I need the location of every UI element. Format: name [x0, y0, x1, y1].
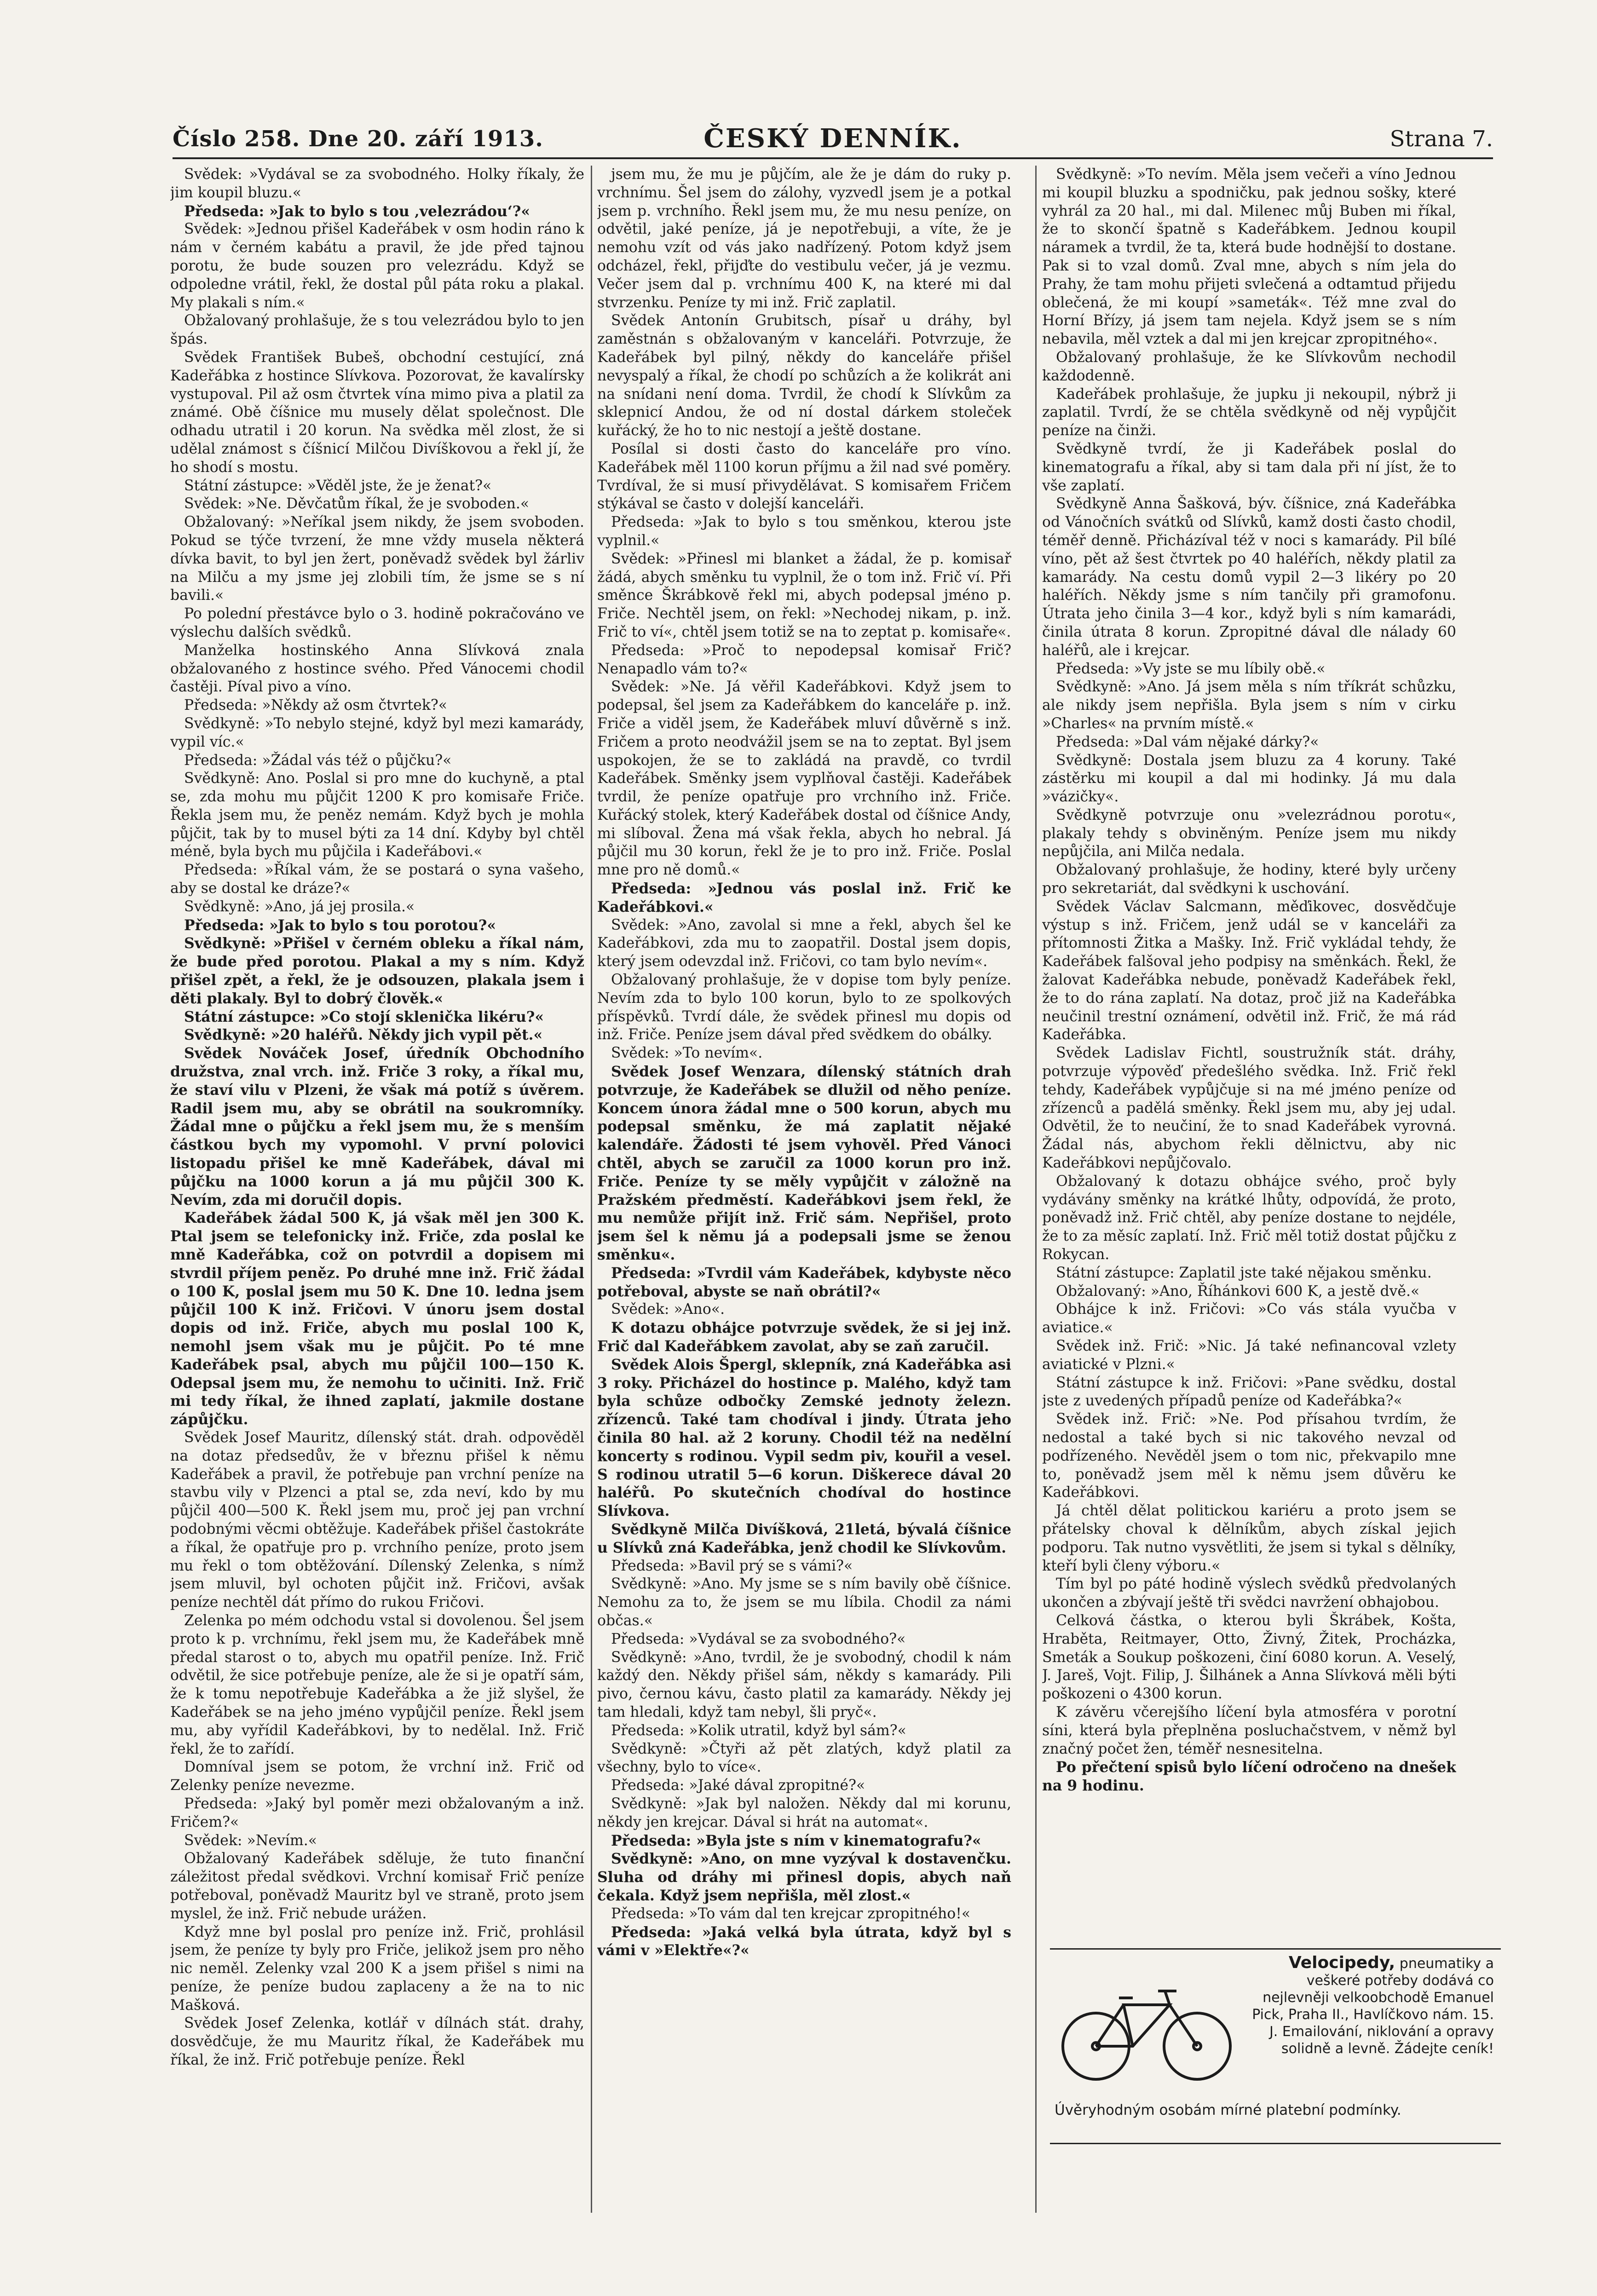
- page-header: [173, 121, 1493, 159]
- paragraph: Předseda: »Kolik utratil, když byl sám?«: [611, 1722, 906, 1739]
- article-column-1: [170, 166, 584, 2250]
- paragraph: Domníval jsem se potom, že vrchní inž. Frič od Zelenky peníze nevezme.: [170, 1759, 584, 1794]
- paragraph: Svědek Ladislav Fichtl, soustružník stát. dráhy, potvrzuje výpověď předešlého svědka. Inž. Frič řekl tehdy, Kadeřábek vypůjčuje si na mé jméno peníze od zřízenců a padělá směnky. Řekl jsem mu, aby jej udal. Odvětil, že to neučiní, že to snad Kadeřábek vyrovná. Žádal nás, abychom řekli dělnictvu, aby nic Kadeřábkovi nepůjčovalo.: [1042, 1045, 1456, 1172]
- paragraph: Svědkyně Milča Divíšková, 21letá, bývalá číšnice u Slívků zná Kadeřábka, jenž chodil ke Slívkovům.: [597, 1520, 1011, 1556]
- paragraph: Svědkyně: »To nebylo stejné, když byl mezi kamarády, vypil víc.«: [170, 715, 584, 750]
- paragraph: Když mne byl poslal pro peníze inž. Frič, prohlásil jsem, že peníze ty byly pro Friče, jelikož jsem pro něho nic neměl. Zelenky vzal 200 K a jsem přišel s nimi na peníze, že peníze budou zaplaceny a že na to nic Mašková.: [170, 1923, 584, 2014]
- ad-text: [1243, 1954, 1494, 2057]
- paragraph: Svědek Václav Salcmann, měďikovec, dosvědčuje výstup s inž. Fričem, jenž udál se v kanceláři za přítomnosti Žitka a Mašky. Inž. Frič vykládal tehdy, že Kadeřábek falšoval jeho podpisy na směnkách. Řekl, že žalovat Kadeřábka nebude, poněvadž Kadeřábek řekl, že to do rána zaplatí. Na dotaz, proč již na Kadeřábka neučinil trestní oznámení, odvětil inž. Frič, že má rád Kadeřábka.: [1042, 898, 1456, 1043]
- paragraph: Obžalovaný: »Ano, Říhánkovi 600 K, a jestě dvě.«: [1056, 1283, 1420, 1300]
- paragraph: Svědek Antonín Grubitsch, písař u dráhy, byl zaměstnán s obžalovaným v kanceláři. Potvrzuje, že Kadeřábek byl pilný, někdy do kanceláře přišel nevyspalý a říkal, že chodí po schůzích a že kolikrát ani na snídani není doma. Tvrdil, že chodí k Slívkům za sklepnicí Andou, že od ní dostal dárkem stoleček kuřácký, že ho to nic nestojí a ještě dostane.: [597, 312, 1011, 439]
- paragraph: Svědkyně: Ano. Poslal si pro mne do kuchyně, a ptal se, zda mohu mu půjčit 1200 K pro komisaře Friče. Řekla jsem mu, že peněz nemám. Když bych je mohla půjčit, tak by to musel býti za 14 dní. Kdyby byl chtěl méně, byla bych mu půjčila i Kadeřábovi.«: [170, 770, 584, 860]
- paragraph: Svědkyně Anna Šašková, býv. číšnice, zná Kadeřábka od Vánočních svátků od Slívků, kamž dosti často chodil, téměř denně. Přicházíval též v noci s kamarády. Pil bílé víno, pět až šest čtvrtek po 40 haléřích, někdy platil za kamarády. Na cestu domů vypil 2—3 likéry po 20 haléřích. Někdy jsme s ním tančily při gramofonu. Útrata jeho činila 3—4 kor., když byli s ním kamarádi, činila útrata 8 korun. Zpropitné dával dle nálady 60 haléřů, ale i krejcar.: [1042, 495, 1456, 659]
- paragraph: Státní zástupce: »Věděl jste, že je ženat?«: [184, 477, 492, 494]
- paragraph: Předseda: »Dal vám nějaké dárky?«: [1056, 733, 1319, 750]
- paragraph: Svědkyně: »To nevím. Měla jsem večeři a víno Jednou mi koupil bluzku a spodničku, pak jednou sošky, které vyhrál za 20 hal., mi dal. Milenec můj Buben mi říkal, že to skončí špatně s Kadeřábkem. Jednou koupil náramek a tvrdil, že ta, která bude hodnější to dostane. Pak si to vzal domů. Zval mne, abych s ním jela do Prahy, že tam mohu přijeti svlečená a odtamtud přijedu oblečená, že mi koupí »sameták«. Též mne zval do Horní Břízy, já jsem tam nejela. Když jsem se s ním nebavila, měl vztek a dal mi jen krejcar zpropitného«.: [1042, 166, 1456, 348]
- paragraph: Svědkyně: »20 haléřů. Někdy jich vypil pět.«: [184, 1026, 543, 1044]
- paragraph: Předseda: »Vy jste se mu líbily obě.«: [1056, 660, 1326, 677]
- paragraph: Svědek: »Ne. Já věřil Kadeřábkovi. Když jsem to podepsal, šel jsem za Kadeřábkem do kanceláře p. inž. Friče a viděl jsem, že Kadeřábek mluví důvěrně s inž. Fričem a proto neodvážil jsem se na to zeptat. Byl jsem uspokojen, že se to zakládá na pravdě, co tvrdil Kadeřábek. Směnky jsem vyplňoval častěji. Kadeřábek tvrdil, že peníze opatřuje pro vrchního inž. Friče. Kuřácký stolek, který Kadeřábek dostal od číšnice Andy, mi slíboval. Žena má však řekla, abych ho nebral. Já půjčil mu 30 korun, řekl že je to pro inž. Friče. Poslal mne pro ně domů.«: [597, 679, 1011, 879]
- paragraph: Předseda: »Proč to nepodepsal komisař Frič? Nenapadlo vám to?«: [597, 642, 1011, 677]
- paragraph: Předseda: »Tvrdil vám Kadeřábek, kdybyste něco potřeboval, abyste se naň obrátil?«: [597, 1264, 1011, 1300]
- article-column-2: [597, 166, 1011, 2250]
- paragraph: Obžalovaný prohlašuje, že v dopise tom byly peníze. Nevím zda to bylo 100 korun, bylo to ze spolkových příspěvků. Tvrdí dále, že svědek přinesl mu dopis od inž. Friče. Peníze jsem dával před svědkem do obálky.: [597, 972, 1011, 1043]
- paragraph: Posílal si dosti často do kanceláře pro víno. Kadeřábek měl 1100 korun příjmu a žil nad své poměry. Tvrdíval, že si musí přivydělávat. S komisařem Fričem stýkával se často v dolejší kanceláři.: [597, 440, 1011, 512]
- paragraph: Svědek: »Vydával se za svobodného. Holky říkaly, že jim koupil bluzu.«: [170, 166, 584, 201]
- paragraph: Manželka hostinského Anna Slívková znala obžalovaného z hostince svého. Před Vánocemi chodil častěji. Píval pivo a víno.: [170, 642, 584, 696]
- paragraph: Svědek Alois Špergl, sklepník, zná Kadeřábka asi 3 roky. Přicházel do hostince p. Malého, když tam byla schůze odbočky Zemské jednoty železn. zřízenců. Také tam chodíval i jindy. Útrata jeho činila 80 hal. až 2 koruny. Chodil též na nedělní koncerty s rodinou. Vypil sedm piv, kouřil a vesel. S rodinou utratil 5—6 korun. Diškerece dával 20 haléřů. Po skutečních chodíval do hostince Slívkova.: [597, 1356, 1011, 1520]
- newspaper-title: ČESKÝ DENNÍK.: [703, 123, 962, 154]
- paragraph: Po přečtení spisů bylo líčení odročeno na dnešek na 9 hodinu.: [1042, 1759, 1456, 1795]
- paragraph: Svědkyně: »Ano, já jej prosila.«: [184, 898, 415, 915]
- paragraph: Svědek: »To nevím«.: [611, 1045, 763, 1062]
- paragraph: Předseda: »Bavil prý se s vámi?«: [611, 1557, 853, 1574]
- bicycle-icon: [1055, 1977, 1239, 2083]
- paragraph: Svědek Josef Wenzara, dílenský státních drah potvrzuje, že Kadeřábek se dlužil od něho peníze. Koncem února žádal mne o 500 korun, abych mu podepsal směnku, že má zaplatit nějaké kalendáře. Žádosti té jsem vyhověl. Před Vánoci chtěl, abych se zaručil za 1000 korun pro inž. Friče. Peníze ty se měly vypůjčit v záložně na Pražském předměstí. Kadeřábkovi jsem řekl, že mu nemůže přijít inž. Frič sám. Nepřišel, proto jsem šel k němu já a podepsali jsme se ženou směnku«.: [597, 1063, 1011, 1264]
- paragraph: Státní zástupce: »Co stojí sklenička likéru?«: [184, 1008, 544, 1025]
- paragraph: Svědkyně: »Ano, tvrdil, že je svobodný, chodil k nám každý den. Někdy přišel sám, někdy s kamarády. Pili pivo, černou kávu, často platil za kamarády. Někdy jej tam hledali, když tam nebyl, šli pryč«.: [597, 1649, 1011, 1721]
- paragraph: Svědkyně: »Ano. Já jsem měla s ním tříkrát schůzku, ale nikdy jsem nepřišla. Byla jsem s ním v cirku »Charles« na prvním místě.«: [1042, 679, 1456, 732]
- paragraph: Svědek inž. Frič: »Nic. Já také nefinancoval vzlety aviatické v Plzni.«: [1042, 1338, 1456, 1373]
- paragraph: Svědkyně: Dostala jsem bluzu za 4 koruny. Také zástěrku mi koupil a dal mi hodinky. Já mu dala »vázičky«.: [1042, 752, 1456, 806]
- paragraph: Předseda: »Žádal vás též o půjčku?«: [184, 752, 452, 769]
- paragraph: Svědkyně: »Ano, on mne vyzýval k dostavenčku. Sluha od dráhy mi přinesl dopis, abych naň čekala. Když jsem nepřišla, měl zlost.«: [597, 1850, 1011, 1904]
- paragraph: Předseda: »Jak to bylo s tou směnkou, kterou jste vyplnil.«: [597, 514, 1011, 549]
- paragraph: Svědek: »Jednou přišel Kadeřábek v osm hodin ráno k nám v černém kabátu a pravil, že jde před tajnou porotu, že bude souzen pro velezrádu. Když se odpoledne vrátil, řekl, že dostal půl páta roku a plakal. My plakali s ním.«: [170, 221, 584, 311]
- paragraph: Kadeřábek prohlašuje, že jupku ji nekoupil, nýbrž ji zaplatil. Tvrdí, že se chtěla svědkyně od něj vypůjčit peníze na činži.: [1042, 386, 1456, 439]
- paragraph: Svědek inž. Frič: »Ne. Pod přísahou tvrdím, že nedostal a také bych si nic takového nevzal od podřízeného. Nevěděl jsem o tom nic, překvapilo mne to, poněvadž jsem měl k němu jsem důvěru ke Kadeřábkovi.: [1042, 1411, 1456, 1501]
- paragraph: Svědkyně: »Jak byl naložen. Někdy dal mi korunu, někdy jen krejcar. Dával si hrát na automat«.: [597, 1795, 1011, 1830]
- paragraph: Předseda: »Jak to bylo s tou ‚velezrádou‘?«: [184, 202, 530, 220]
- page-number: Strana 7.: [1389, 126, 1493, 152]
- paragraph: Svědkyně: »Čtyři až pět zlatých, když platil za všechny, bylo to více«.: [597, 1740, 1011, 1776]
- paragraph: Předseda: »Jaký byl poměr mezi obžalovaným a inž. Fričem?«: [170, 1795, 584, 1830]
- issue-info: Číslo 258. Dne 20. září 1913.: [173, 126, 543, 152]
- paragraph: Předseda: »Říkal vám, že se postará o syna vašeho, aby se dostal ke dráze?«: [170, 862, 584, 897]
- paragraph: Státní zástupce: Zaplatil jste také nějakou směnku.: [1056, 1264, 1432, 1281]
- paragraph: K dotazu obhájce potvrzuje svědek, že si jej inž. Frič dal Kadeřábkem zavolat, aby se zaň zaručil.: [597, 1319, 1011, 1355]
- paragraph: Po polední přestávce bylo o 3. hodině pokračováno ve výslechu dalších svědků.: [170, 605, 584, 640]
- paragraph: Obžalovaný k dotazu obhájce svého, proč byly vydávány směnky na krátké lhůty, odpovídá, že proto, poněvadž inž. Frič chtěl, aby peníze dostane to nejdéle, že to za měsíc zaplatí. Inž. Frič měl totiž dostat půjčku z Rokycan.: [1042, 1173, 1456, 1263]
- paragraph: Obžalovaný prohlašuje, že hodiny, které byly určeny pro sekretariát, dal svědkyni k uschování.: [1042, 862, 1456, 897]
- paragraph: Zelenka po mém odchodu vstal si dovolenou. Šel jsem proto k p. vrchnímu, řekl jsem mu, že Kadeřábek mně předal starost o to, abych mu opatřil peníze. Inž. Frič odvětil, že sice potřebuje peníze, ale že si je opatří sám, že k tomu nepotřebuje Kadeřábka a že již slyšel, že Kadeřábek se na jeho jméno vypůjčil peníze. Řekl jsem mu, aby vyřídil Kadeřábkovi, by to nedělal. Inž. Frič řekl, že to zařídí.: [170, 1612, 584, 1757]
- paragraph: Obžalovaný: »Neříkal jsem nikdy, že jsem svoboden. Pokud se týče tvrzení, že mne vždy musela některá dívka bavit, to byl jen žert, poněvadž svědek byl žárliv na Milču a my jsme jej zlobili tím, že jsme se s ní bavili.«: [170, 514, 584, 604]
- paragraph: Obžalovaný prohlašuje, že s tou velezrádou bylo to jen špás.: [170, 312, 584, 348]
- column-divider: [591, 166, 592, 2213]
- bicycle-advertisement: [1050, 1948, 1501, 2144]
- paragraph: Tím byl po páté hodině výslech svědků předvolaných ukončen a zbývají ještě tři svědci navržení obhajobou.: [1042, 1576, 1456, 1611]
- paragraph: Předseda: »Jaká velká byla útrata, když byl s vámi v »Elektře«?«: [597, 1923, 1011, 1959]
- paragraph: Předseda: »Vydával se za svobodného?«: [611, 1630, 906, 1647]
- paragraph: Já chtěl dělat politickou kariéru a proto jsem se přátelsky choval k dělníkům, abych získal jejich podporu. Tak nutno vysvětliti, že jsem si tykal s dělníky, kteří byli členy výboru.«: [1042, 1502, 1456, 1574]
- paragraph: Předseda: »Jak to bylo s tou porotou?«: [184, 916, 496, 934]
- paragraph: Svědek Josef Mauritz, dílenský stát. drah. odpověděl na dotaz předsedův, že v březnu přišel k němu Kadeřábek a pravil, že potřebuje pan vrchní peníze na stavbu vily v Plzenci a ptal se, zda neví, kdo by mu půjčil 400—500 K. Řekl jsem mu, proč jej pan vrchní podobnými věcmi obtěžuje. Kadeřábek přišel častokráte a říkal, že opatřuje pro p. vrchního peníze, proto jsem mu řekl o tom obtěžování. Dílenský Zelenka, s nímž jsem mluvil, byl ochoten půjčit inž. Fričovi, avšak peníze nechtěl dát přímo do rukou Fričovi.: [170, 1429, 584, 1611]
- paragraph: Svědek: »Ano, zavolal si mne a řekl, abych šel ke Kadeřábkovi, zda mu to zaopatřil. Dostal jsem dopis, který jsem odevzdal inž. Fričovi, co tam bylo nevím«.: [597, 916, 1011, 970]
- paragraph: Svědkyně: »Přišel v černém obleku a říkal nám, že bude před porotou. Plakal a my s ním. Když přišel zpět, a řekl, že je odsouzen, plakala jsem i děti plakaly. Byl to dobrý člověk.«: [170, 935, 584, 1007]
- ad-body: pneumatiky a veškeré potřeby dodává co nejlevněji velkoobchodě Emanuel Pick, Praha II., Havlíčkovo nám. 15. J. Emailování, niklování a opravy solidně a levně. Žádejte ceník!: [1252, 1956, 1494, 2057]
- paragraph: Předseda: »Jednou vás poslal inž. Frič ke Kadeřábkovi.«: [597, 880, 1011, 915]
- paragraph: Svědek: »Přinesl mi blanket a žádal, že p. komisař žádá, abych směnku tu vyplnil, že o tom inž. Frič ví. Při směnce Škrábkově řekl mi, abych podepsal jméno p. Friče. Nechtěl jsem, on řekl: »Nechodej nikam, p. inž. Frič to ví«, chtěl jsem totiž se na to zeptat p. komisaře«.: [597, 550, 1011, 640]
- paragraph: Předseda: »To vám dal ten krejcar zpropitného!«: [611, 1905, 971, 1922]
- paragraph: Celková částka, o kterou byli Škrábek, Košta, Hrabětа, Reitmayer, Otto, Živný, Žitek, Procházka, Smeták a Soukup poškozeni, činí 6080 korun. A. Veselý, J. Jareš, Vojt. Filip, J. Šilhánek a Anna Slívková měli býti poškozeni o 4300 korun.: [1042, 1612, 1456, 1703]
- paragraph: Svědek: »Ne. Děvčatům říkal, že je svoboden.«: [184, 495, 530, 512]
- paragraph: Svědkyně tvrdí, že ji Kadeřábek poslal do kinematografu a říkal, aby si tam dala při ní jíst, že to vše zaplatí.: [1042, 440, 1456, 494]
- ad-footer: Úvěryhodným osobám mírné platební podmínky.: [1055, 2102, 1401, 2118]
- paragraph: Obžalovaný Kadeřábek sděluje, že tuto finanční záležitost předal svědkovi. Vrchní komisař Frič peníze potřeboval, poněvadž Mauritz byl ve straně, proto jsem myslel, že inž. Frič nebude urážen.: [170, 1850, 584, 1922]
- paragraph: Předseda: »Někdy až osm čtvrtek?«: [184, 697, 448, 714]
- paragraph: Svědek František Bubeš, obchodní cestující, zná Kadeřábka z hostince Slívkova. Pozorovat, že kavalírsky vystupoval. Pil až osm čtvrtek vína mimo piva a platil za známé. Obě číšnice mu musely dělat společnost. Dle odhadu utratil i 20 korun. Na svědka měl zlost, že si udělal známost s číšnicí Milčou Divíškovou a řekl jí, že ho shodí s mostu.: [170, 349, 584, 476]
- paragraph: Obžalovaný prohlašuje, že ke Slívkovům nechodil každodenně.: [1042, 349, 1456, 384]
- column-divider: [1035, 166, 1037, 2213]
- paragraph: Svědek Nováček Josef, úředník Obchodního družstva, znal vrch. inž. Friče 3 roky, a říkal mu, že staví vilu v Plzeni, že však má potíž s úvěrem. Radil jsem mu, aby se obrátil na soukromníky. Žádal mne o půjčku a řekl jsem mu, že s menším částkou bych my vypomohl. V první polovici listopadu přišel ke mně Kadeřábek, dával mi půjčku na 1000 korun a já mu půjčil 300 K. Nevím, zda mi doručil dopis.: [170, 1045, 584, 1208]
- paragraph: Svědkyně: »Ano. My jsme se s ním bavily obě číšnice. Nemohu za to, že jsem se mu líbila. Chodil za námi občas.«: [597, 1576, 1011, 1629]
- paragraph: Předseda: »Byla jste s ním v kinematografu?«: [611, 1832, 981, 1849]
- paragraph: Svědkyně potvrzuje onu »velezrádnou porotu«, plakaly tehdy s obviněným. Peníze jsem mu nikdy nepůjčila, ani Milča nedala.: [1042, 806, 1456, 860]
- paragraph: K závěru včerejšího líčení byla atmosféra v porotní síni, která byla přeplněna posluchačstvem, v němž byl značný počet žen, téměř nesnesitelna.: [1042, 1703, 1456, 1757]
- ad-title: Velocipedy,: [1288, 1953, 1395, 1972]
- paragraph: Svědek: »Ano«.: [611, 1301, 725, 1318]
- paragraph: Svědek Josef Zelenka, kotlář v dílnách stát. drahy, dosvědčuje, že mu Mauritz říkal, že Kadeřábek mu říkal, že inž. Frič potřebuje peníze. Řekl: [170, 2015, 584, 2069]
- paragraph: jsem mu, že mu je půjčím, ale že je dám do ruky p. vrchnímu. Šel jsem do zálohy, vyzvedl jsem je a potkal jsem p. vrchního. Řekl jsem mu, že mu nesu peníze, on odvětil, jaké peníze, já je nepotřebuji, a víte, že je nemohu vzít od vás jako nadřízený. Potom když jsem odcházel, řekl, přijďte do vestibulu večer, já je vezmu. Večer jsem dal p. vrchnímu 400 K, na které mi dal stvrzenku. Peníze ty mi inž. Frič zaplatil.: [597, 166, 1011, 311]
- paragraph: Kadeřábek žádal 500 K, já však měl jen 300 K. Ptal jsem se telefonicky inž. Friče, zda poslal ke mně Kadeřábka, což on potvrdil a dopisem mi stvrdil příjem peněz. Po druhé mne inž. Frič žádal o 100 K, poslal jsem mu 50 K. Dne 10. ledna jsem půjčil 100 K inž. Fričovi. V únoru jsem dostal dopis od inž. Friče, abych mu poslal 100 K, nemohl jsem však mu je půjčit. Po té mne Kadeřábek psal, abych mu půjčil 100—150 K. Odepsal jsem mu, že nemohu to učiniti. Inž. Frič mi tedy říkal, že ihned zaplatí, jakmile dostane zápůjčku.: [170, 1209, 584, 1428]
- paragraph: Svědek: »Nevím.«: [184, 1832, 317, 1849]
- paragraph: Předseda: »Jaké dával zpropitné?«: [611, 1777, 865, 1794]
- paragraph: Státní zástupce k inž. Fričovi: »Pane svědku, dostal jste z uvedených případů peníze od Kadeřábka?«: [1042, 1374, 1456, 1410]
- article-column-3: [1042, 166, 1456, 1905]
- paragraph: Obhájce k inž. Fričovi: »Co vás stála vyučba v aviatice.«: [1042, 1301, 1456, 1336]
